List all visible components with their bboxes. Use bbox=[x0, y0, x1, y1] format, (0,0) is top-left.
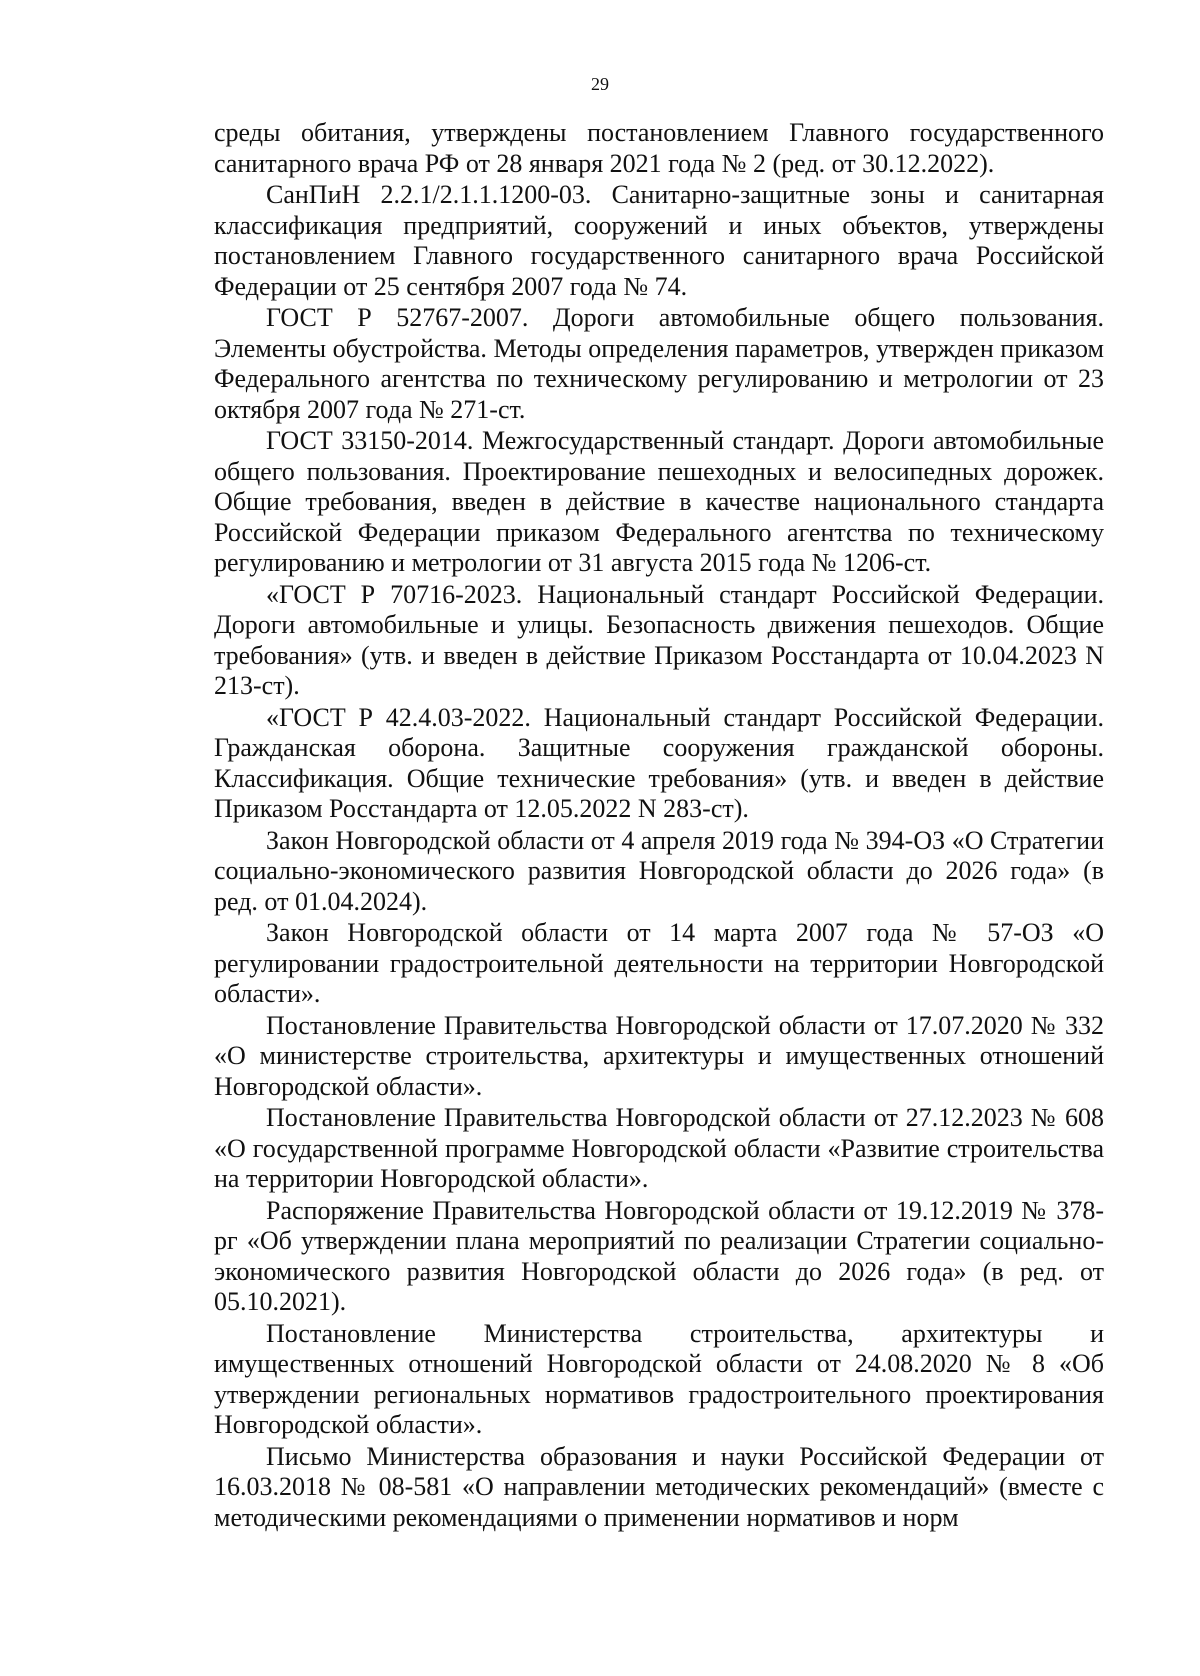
paragraph-gost-52767: ГОСТ Р 52767-2007. Дороги автомобильные общего пользования. Элементы обустройства. Методы определения параметров, утвержден приказом Федерального агентства по техническому регулированию и метрологии от 23 октября 2007 года № 271-ст. bbox=[214, 303, 1104, 424]
paragraph-order-378: Распоряжение Правительства Новгородской области от 19.12.2019 № 378-рг «Об утверждении плана мероприятий по реализации Стратегии социально-экономического развития Новгородской области до 2026 года» (в ред. от 05.10.2021). bbox=[214, 1195, 1104, 1316]
paragraph-letter-08-581: Письмо Министерства образования и науки Российской Федерации от 16.03.2018 № 08-581 «О направлении методических рекомендаций» (вместе с методическими рекомендациями о применении нормативов и норм bbox=[214, 1441, 1104, 1532]
paragraph-gost-33150: ГОСТ 33150-2014. Межгосударственный стандарт. Дороги автомобильные общего пользования. Проектирование пешеходных и велосипедных дорожек. Общие требования, введен в действие в качестве национального стандарта Российской Федерации приказом Федерального агентства по техническому регулированию и метрологии от 31 августа 2015 года № 1206-ст. bbox=[214, 426, 1104, 577]
paragraph-law-394: Закон Новгородской области от 4 апреля 2019 года № 394-ОЗ «О Стратегии социально-экономического развития Новгородской области до 2026 года» (в ред. от 01.04.2024). bbox=[214, 825, 1104, 916]
paragraph-gost-42-4-03: «ГОСТ Р 42.4.03-2022. Национальный стандарт Российской Федерации. Гражданская оборона. Защитные сооружения гражданской обороны. Классификация. Общие технические требования» (утв. и введен в действие Приказом Росстандарта от 12.05.2022 N 283-ст). bbox=[214, 702, 1104, 823]
paragraph-gost-70716: «ГОСТ Р 70716-2023. Национальный стандарт Российской Федерации. Дороги автомобильные и улицы. Безопасность движения пешеходов. Общие требования» (утв. и введен в действие Приказом Росстандарта от 10.04.2023 N 213-ст). bbox=[214, 579, 1104, 700]
paragraph-ministry-resolution-8: Постановление Министерства строительства, архитектуры и имущественных отношений Новгородской области от 24.08.2020 № 8 «Об утверждении региональных нормативов градостроительного проектирования Новгородской области». bbox=[214, 1318, 1104, 1439]
paragraph-resolution-608: Постановление Правительства Новгородской области от 27.12.2023 № 608 «О государственной программе Новгородской области «Развитие строительства на территории Новгородской области». bbox=[214, 1103, 1104, 1193]
paragraph-resolution-332: Постановление Правительства Новгородской области от 17.07.2020 № 332 «О министерстве строительства, архитектуры и имущественных отношений Новгородской области». bbox=[214, 1010, 1104, 1101]
paragraph-sanpin: СанПиН 2.2.1/2.1.1.1200-03. Санитарно-защитные зоны и санитарная классификация предприятий, сооружений и иных объектов, утверждены постановлением Главного государственного санитарного врача Российской Федерации от 25 сентября 2007 года № 74. bbox=[214, 180, 1104, 301]
paragraph-continuation: среды обитания, утверждены постановлением Главного государственного санитарного врача РФ от 28 января 2021 года № 2 (ред. от 30.12.2022). bbox=[214, 118, 1104, 178]
paragraph-law-57: Закон Новгородской области от 14 марта 2007 года № 57-ОЗ «О регулировании градостроительной деятельности на территории Новгородской области». bbox=[214, 918, 1104, 1008]
document-body bbox=[214, 118, 1104, 1534]
page-number: 29 bbox=[591, 74, 609, 94]
